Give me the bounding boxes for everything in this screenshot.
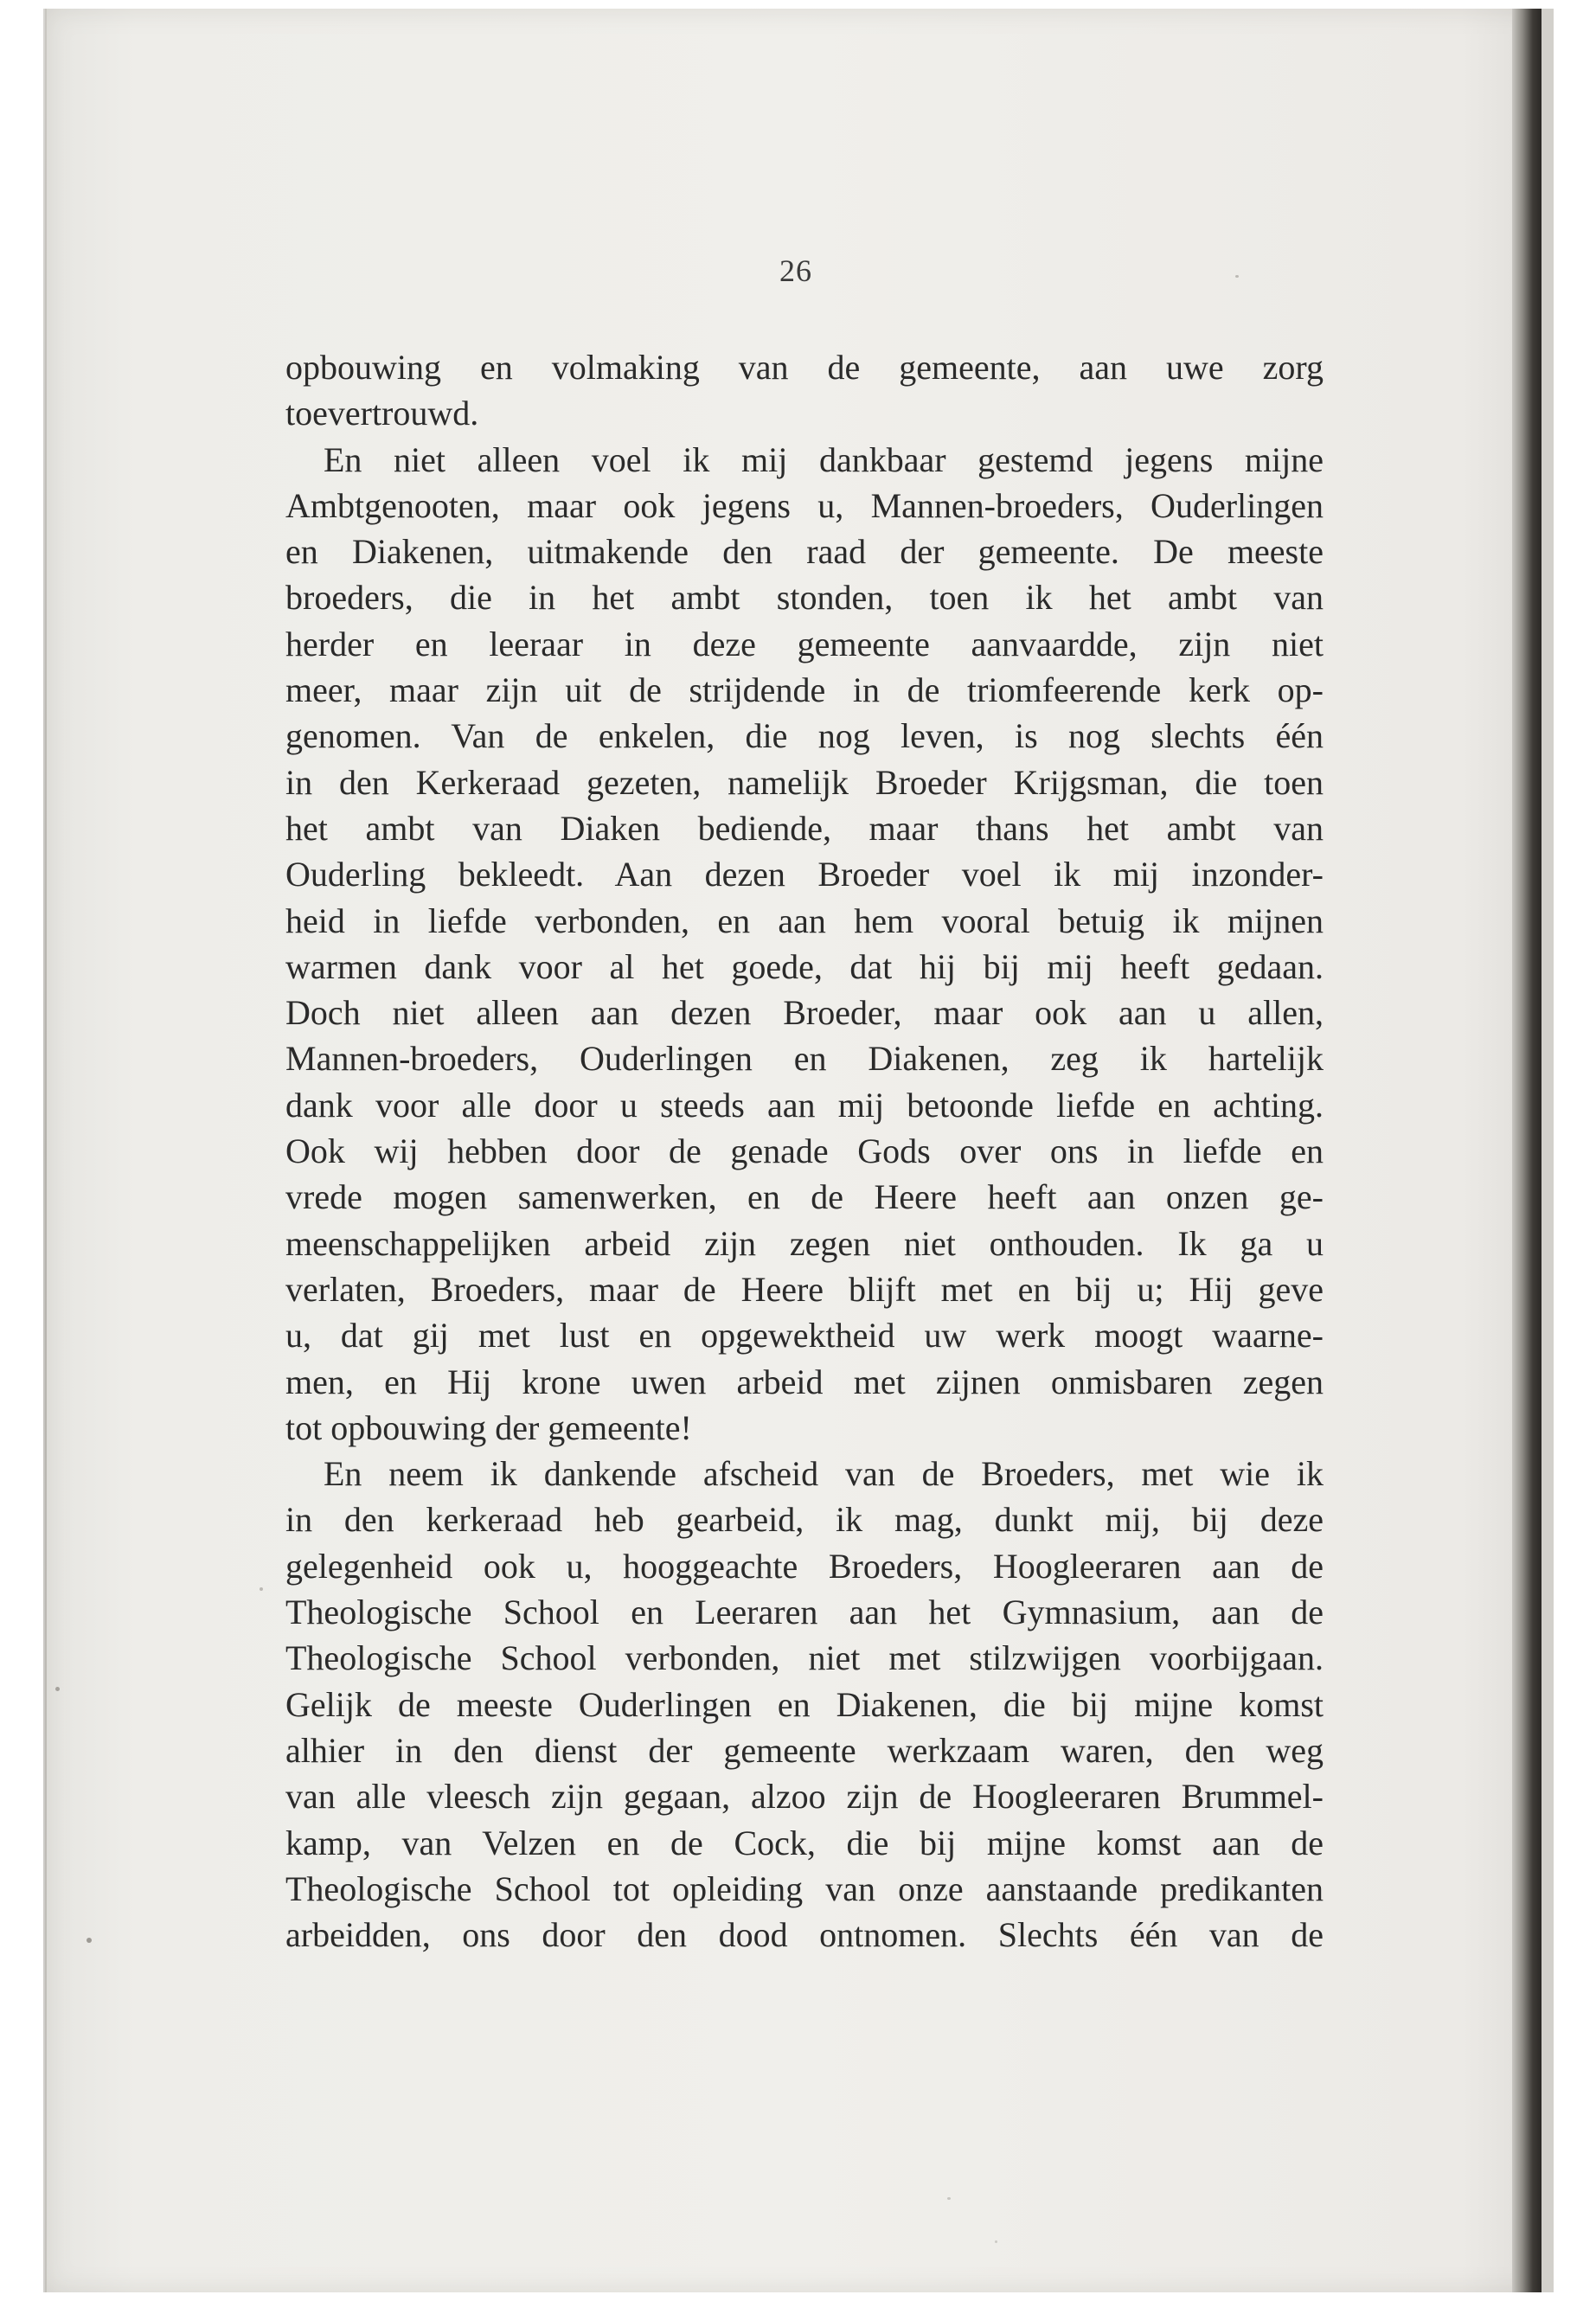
scan-speck bbox=[260, 1587, 263, 1591]
text-line: meenschappelijken arbeid zijn zegen niet onthouden. Ik ga u bbox=[285, 1223, 1324, 1263]
text-line: vrede mogen samenwerken, en de Heere heeft aan onzen ge- bbox=[285, 1177, 1324, 1217]
text-line: En neem ik dankende afscheid van de Broeders, met wie ik bbox=[324, 1454, 1324, 1494]
scan-speck bbox=[995, 2240, 997, 2243]
scan-speck bbox=[87, 1938, 92, 1943]
text-line: alhier in den dienst der gemeente werkzaam waren, den weg bbox=[285, 1730, 1324, 1770]
text-line: toevertrouwd. bbox=[285, 394, 479, 433]
body-text bbox=[285, 344, 1324, 1958]
text-line: u, dat gij met lust en opgewektheid uw werk moogt waarne- bbox=[285, 1316, 1324, 1356]
text-line: men, en Hij krone uwen arbeid met zijnen onmisbaren zegen bbox=[285, 1362, 1324, 1401]
text-line: arbeidden, ons door den dood ontnomen. Slechts één van de bbox=[285, 1915, 1324, 1955]
text-line: heid in liefde verbonden, en aan hem vooral betuig ik mijnen bbox=[285, 901, 1324, 940]
text-line: en Diakenen, uitmakende den raad der gemeente. De meeste bbox=[285, 532, 1324, 572]
book-binding-shadow bbox=[1512, 9, 1542, 2292]
text-line: warmen dank voor al het goede, dat hij bij mij heeft gedaan. bbox=[285, 946, 1324, 986]
text-line: Ouderling bekleedt. Aan dezen Broeder voel ik mij inzonder- bbox=[285, 855, 1324, 894]
text-line: kamp, van Velzen en de Cock, die bij mijne komst aan de bbox=[285, 1823, 1324, 1862]
scan-speck bbox=[1235, 275, 1239, 278]
text-line: gelegenheid ook u, hooggeachte Broeders, Hoogleeraren aan de bbox=[285, 1546, 1324, 1586]
text-line: Ambtgenooten, maar ook jegens u, Mannen-broeders, Ouderlingen bbox=[285, 485, 1324, 525]
text-line: dank voor alle door u steeds aan mij betoonde liefde en achting. bbox=[285, 1085, 1324, 1125]
text-line: in den kerkeraad heb gearbeid, ik mag, dunkt mij, bij deze bbox=[285, 1500, 1324, 1540]
text-line: in den Kerkeraad gezeten, namelijk Broeder Krijgsman, die toen bbox=[285, 762, 1324, 802]
text-line: Mannen-broeders, Ouderlingen en Diakenen, zeg ik hartelijk bbox=[285, 1039, 1324, 1079]
text-line: het ambt van Diaken bediende, maar thans het ambt van bbox=[285, 808, 1324, 848]
page-number: 26 bbox=[779, 253, 812, 288]
text-line: verlaten, Broeders, maar de Heere blijft met en bij u; Hij geve bbox=[285, 1269, 1324, 1309]
text-line: herder en leeraar in deze gemeente aanvaardde, zijn niet bbox=[285, 624, 1324, 663]
text-line: Ook wij hebben door de genade Gods over ons in liefde en bbox=[285, 1131, 1324, 1171]
text-line: Theologische School en Leeraren aan het Gymnasium, aan de bbox=[285, 1593, 1324, 1632]
text-line: genomen. Van de enkelen, die nog leven, is nog slechts één bbox=[285, 716, 1324, 756]
book-binding-edge bbox=[1542, 9, 1554, 2292]
text-line: En niet alleen voel ik mij dankbaar gestemd jegens mijne bbox=[324, 439, 1324, 479]
scan-speck bbox=[55, 1687, 60, 1691]
text-line: Doch niet alleen aan dezen Broeder, maar ook aan u allen, bbox=[285, 993, 1324, 1033]
text-line: van alle vleesch zijn gegaan, alzoo zijn de Hoogleeraren Brummel- bbox=[285, 1777, 1324, 1817]
page-left-edge bbox=[43, 9, 47, 2292]
text-line: Theologische School verbonden, niet met stilzwijgen voorbijgaan. bbox=[285, 1638, 1324, 1678]
text-line: opbouwing en volmaking van de gemeente, aan uwe zorg bbox=[285, 348, 1324, 387]
scan-speck bbox=[947, 2197, 951, 2200]
text-line: broeders, die in het ambt stonden, toen ik het ambt van bbox=[285, 578, 1324, 618]
text-line: tot opbouwing der gemeente! bbox=[285, 1407, 692, 1447]
text-line: Theologische School tot opleiding van onze aanstaande predikanten bbox=[285, 1868, 1324, 1908]
text-line: Gelijk de meeste Ouderlingen en Diakenen, die bij mijne komst bbox=[285, 1684, 1324, 1724]
text-line: meer, maar zijn uit de strijdende in de triomfeerende kerk op- bbox=[285, 670, 1324, 710]
